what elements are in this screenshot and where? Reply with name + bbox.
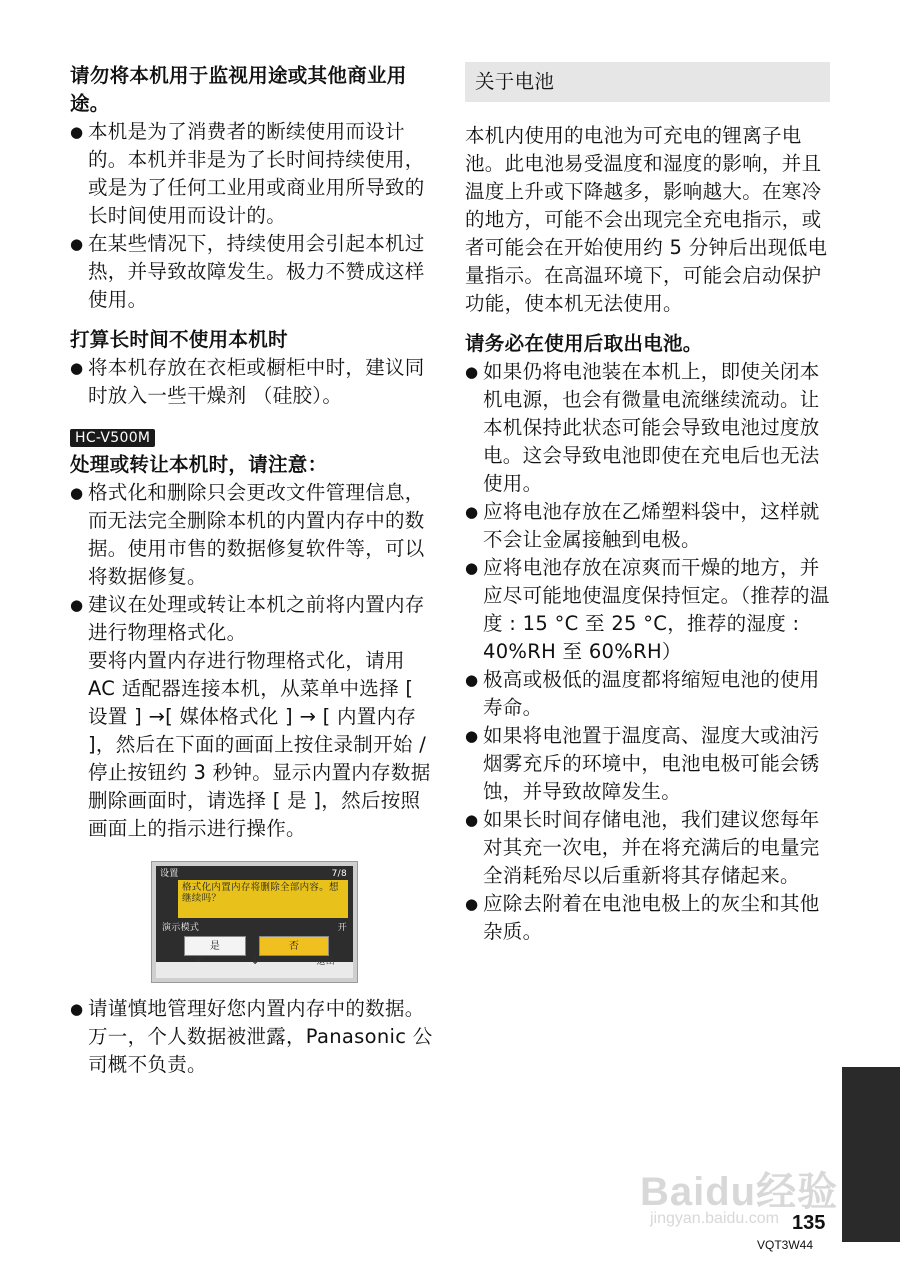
bullet-icon: ● [465,895,479,913]
list-item [465,554,830,666]
screen-row-label: 演示模式 [162,923,200,933]
bullet-icon: ● [465,727,479,745]
list-item [70,591,435,647]
bullet-text: 在某些情况下，持续使用会引起本机过热，并导致故障发生。极力不赞成这样使用。 [88,232,425,311]
section-heading-long-storage: 打算长时间不使用本机时 [70,328,288,351]
bullet-text: 如果仍将电池装在本机上，即使关闭本机电源，也会有微量电流继续流动。让本机保持此状态可能会导致电池过度放电。这会导致电池即使在充电后也无法使用。 [483,360,820,495]
list-item [465,498,830,554]
list-item [465,890,830,946]
bullet-text: 如果将电池置于温度高、湿度大或油污烟雾充斥的环境中，电池电极可能会锈蚀，并导致故障发生。 [483,724,820,803]
bullet-icon: ● [465,671,479,689]
page-number: 135 [792,1212,826,1234]
section-title-battery: 关于电池 [465,62,830,102]
lcd-screen-illustration [151,861,358,983]
screen-no-button: 否 [259,936,329,956]
bullet-text: 格式化和删除只会更改文件管理信息，而无法完全删除本机的内置内存中的数据。使用市售的数据修复软件等，可以将数据修复。 [88,481,425,588]
bullet-icon: ● [70,1000,84,1018]
bullet-icon: ● [465,559,479,577]
list-item [70,479,435,591]
watermark-logo: Baidu经验 [640,1170,839,1214]
left-column [70,62,435,1079]
screen-title: 设置 [160,869,179,879]
return-icon: ↶ [196,956,205,967]
bullet-text: 极高或极低的温度都将缩短电池的使用寿命。 [483,668,820,719]
side-tab-marker [842,1067,900,1242]
list-item [465,666,830,722]
bullet-icon: ● [465,503,479,521]
screen-yes-button: 是 [184,936,246,956]
section-heading-remove-battery: 请务必在使用后取出电池。 [465,332,703,355]
bullet-text: 如果长时间存储电池，我们建议您每年对其充一次电，并在将充满后的电量完全消耗殆尽以后重新将其存储起来。 [483,808,820,887]
watermark-url: jingyan.baidu.com [650,1210,779,1227]
bullet-icon: ● [465,811,479,829]
list-item [465,358,830,498]
bullet-text: 本机是为了消费者的断续使用而设计的。本机并非是为了长时间持续使用，或是为了任何工业用或商业用所导致的长时间使用而设计的。 [88,120,425,227]
bullet-icon: ● [465,363,479,381]
model-badge: HC-V500M [70,429,155,447]
right-column [465,62,830,946]
format-instructions: 要将内置内存进行物理格式化，请用 AC 适配器连接本机，从菜单中选择 [ 设置 ] →[ 媒体格式化 ] → [ 内置内存 ]，然后在下面的画面上按住录制开始 / 停止按钮约 3 秒钟。显示内置内存数据删除画面时，请选择 [ 是 ]，然后按照画面上的指示进行操作。 [88,649,431,840]
list-item [465,806,830,890]
screen-format-message: 格式化内置内存将删除全部内容。想继续吗？ [178,880,348,918]
list-item [70,354,435,410]
screen-row-value: 开 [337,923,347,933]
bullet-icon: ● [70,123,84,141]
list-item [70,995,435,1079]
bullet-icon: ● [70,596,84,614]
screen-bottom-bar [156,956,353,978]
document-code: VQT3W44 [757,1238,814,1252]
screen-exit-button: 退出 [316,957,335,967]
section-heading-commercial-use: 请勿将本机用于监视用途或其他商业用途。 [70,64,407,115]
list-item [465,722,830,806]
section-heading-disposal: 处理或转让本机时，请注意： [70,453,328,476]
bullet-text: 请谨慎地管理好您内置内存中的数据。万一，个人数据被泄露，Panasonic 公司概不负责。 [88,997,433,1076]
battery-intro: 本机内使用的电池为可充电的锂离子电池。此电池易受温度和湿度的影响，并且温度上升或下降越多，影响越大。在寒冷的地方，可能不会出现完全充电指示，或者可能会在开始使用约 5 分钟后出现低电量指示。在高温环境下，可能会启动保护功能，使本机无法使用。 [465,124,828,315]
bullet-text: 将本机存放在衣柜或橱柜中时，建议同时放入一些干燥剂 （硅胶）。 [88,356,425,407]
bullet-text: 建议在处理或转让本机之前将内置内存进行物理格式化。 [88,593,425,644]
arrow-down-icon: ↓ [251,956,260,967]
bullet-icon: ● [70,484,84,502]
list-item [70,230,435,314]
bullet-text: 应将电池存放在乙烯塑料袋中，这样就不会让金属接触到电极。 [483,500,820,551]
bullet-text: 应将电池存放在凉爽而干燥的地方，并应尽可能地使温度保持恒定。（推荐的温度 : 15 °C 至 25 °C，推荐的湿度 : 40%RH 至 60%RH） [483,556,830,663]
bullet-icon: ● [70,359,84,377]
list-item [70,118,435,230]
bullet-text: 应除去附着在电池电极上的灰尘和其他杂质。 [483,892,820,943]
bullet-icon: ● [70,235,84,253]
lcd-screen-inner [156,866,353,978]
screen-page-indicator: 7/8 [331,869,347,879]
